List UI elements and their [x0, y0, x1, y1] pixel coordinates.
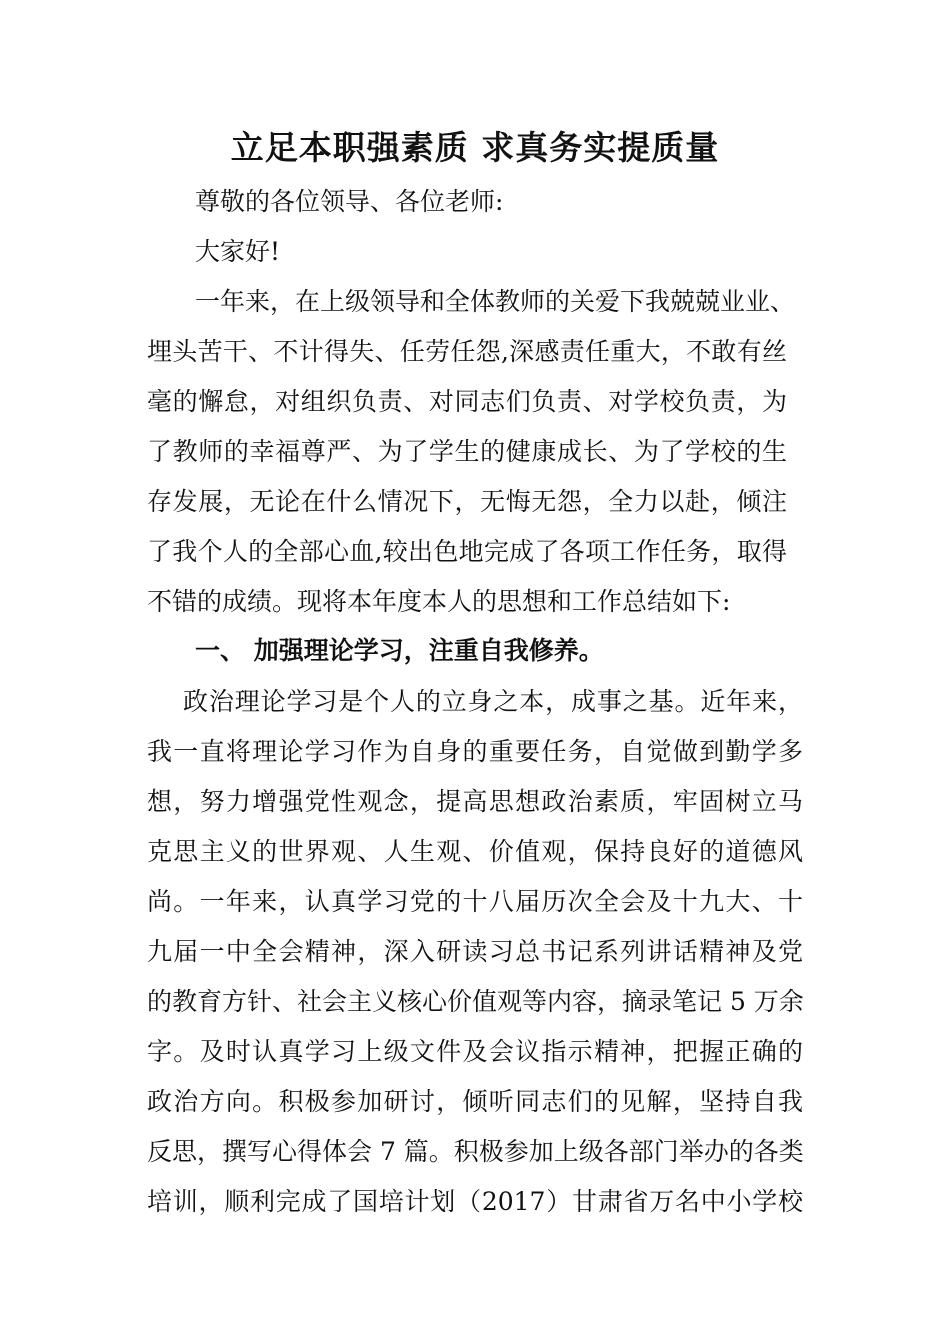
paragraph-line: 政治理论学习是个人的立身之本，成事之基。近年来，: [183, 687, 803, 716]
paragraph-line: 埋头苦干、不计得失、任劳任怨,深感责任重大，不敢有丝: [147, 337, 787, 366]
document-title: 立足本职强素质 求真务实提质量: [230, 128, 720, 167]
paragraph-line: 了教师的幸福尊严、为了学生的健康成长、为了学校的生: [147, 437, 787, 466]
paragraph-line: 九届一中全会精神，深入研读习总书记系列讲话精神及党: [147, 937, 803, 966]
paragraph-line: 毫的懈怠，对组织负责、对同志们负责、对学校负责，为: [147, 387, 787, 416]
paragraph-line: 反思，撰写心得体会 7 篇。积极参加上级各部门举办的各类: [147, 1137, 804, 1166]
paragraph-line: 政治方向。积极参加研讨，倾听同志们的见解，坚持自我: [147, 1087, 803, 1116]
paragraph-line: 克思主义的世界观、人生观、价值观，保持良好的道德风: [147, 837, 803, 866]
salutation: 尊敬的各位领导、各位老师:: [195, 187, 504, 216]
paragraph-line: 一年来，在上级领导和全体教师的关爱下我兢兢业业、: [195, 287, 796, 316]
paragraph-line: 存发展，无论在什么情况下，无悔无怨，全力以赴，倾注: [147, 487, 787, 516]
paragraph-line: 字。及时认真学习上级文件及会议指示精神，把握正确的: [147, 1037, 803, 1066]
paragraph-line: 了我个人的全部心血,较出色地完成了各项工作任务，取得: [147, 537, 787, 566]
paragraph-line: 我一直将理论学习作为自身的重要任务，自觉做到勤学多: [147, 737, 803, 766]
paragraph-line: 培训，顺利完成了国培计划（2017）甘肃省万名中小学校: [147, 1187, 803, 1216]
paragraph-line: 尚。一年来，认真学习党的十八届历次全会及十九大、十: [147, 887, 803, 916]
paragraph-line: 不错的成绩。现将本年度本人的思想和工作总结如下:: [147, 587, 731, 616]
section-heading: 一、 加强理论学习，注重自我修养。: [195, 636, 604, 665]
greeting: 大家好!: [195, 237, 281, 266]
paragraph-line: 想，努力增强党性观念，提高思想政治素质，牢固树立马: [147, 787, 803, 816]
paragraph-line: 的教育方针、社会主义核心价值观等内容，摘录笔记 5 万余: [147, 987, 804, 1016]
